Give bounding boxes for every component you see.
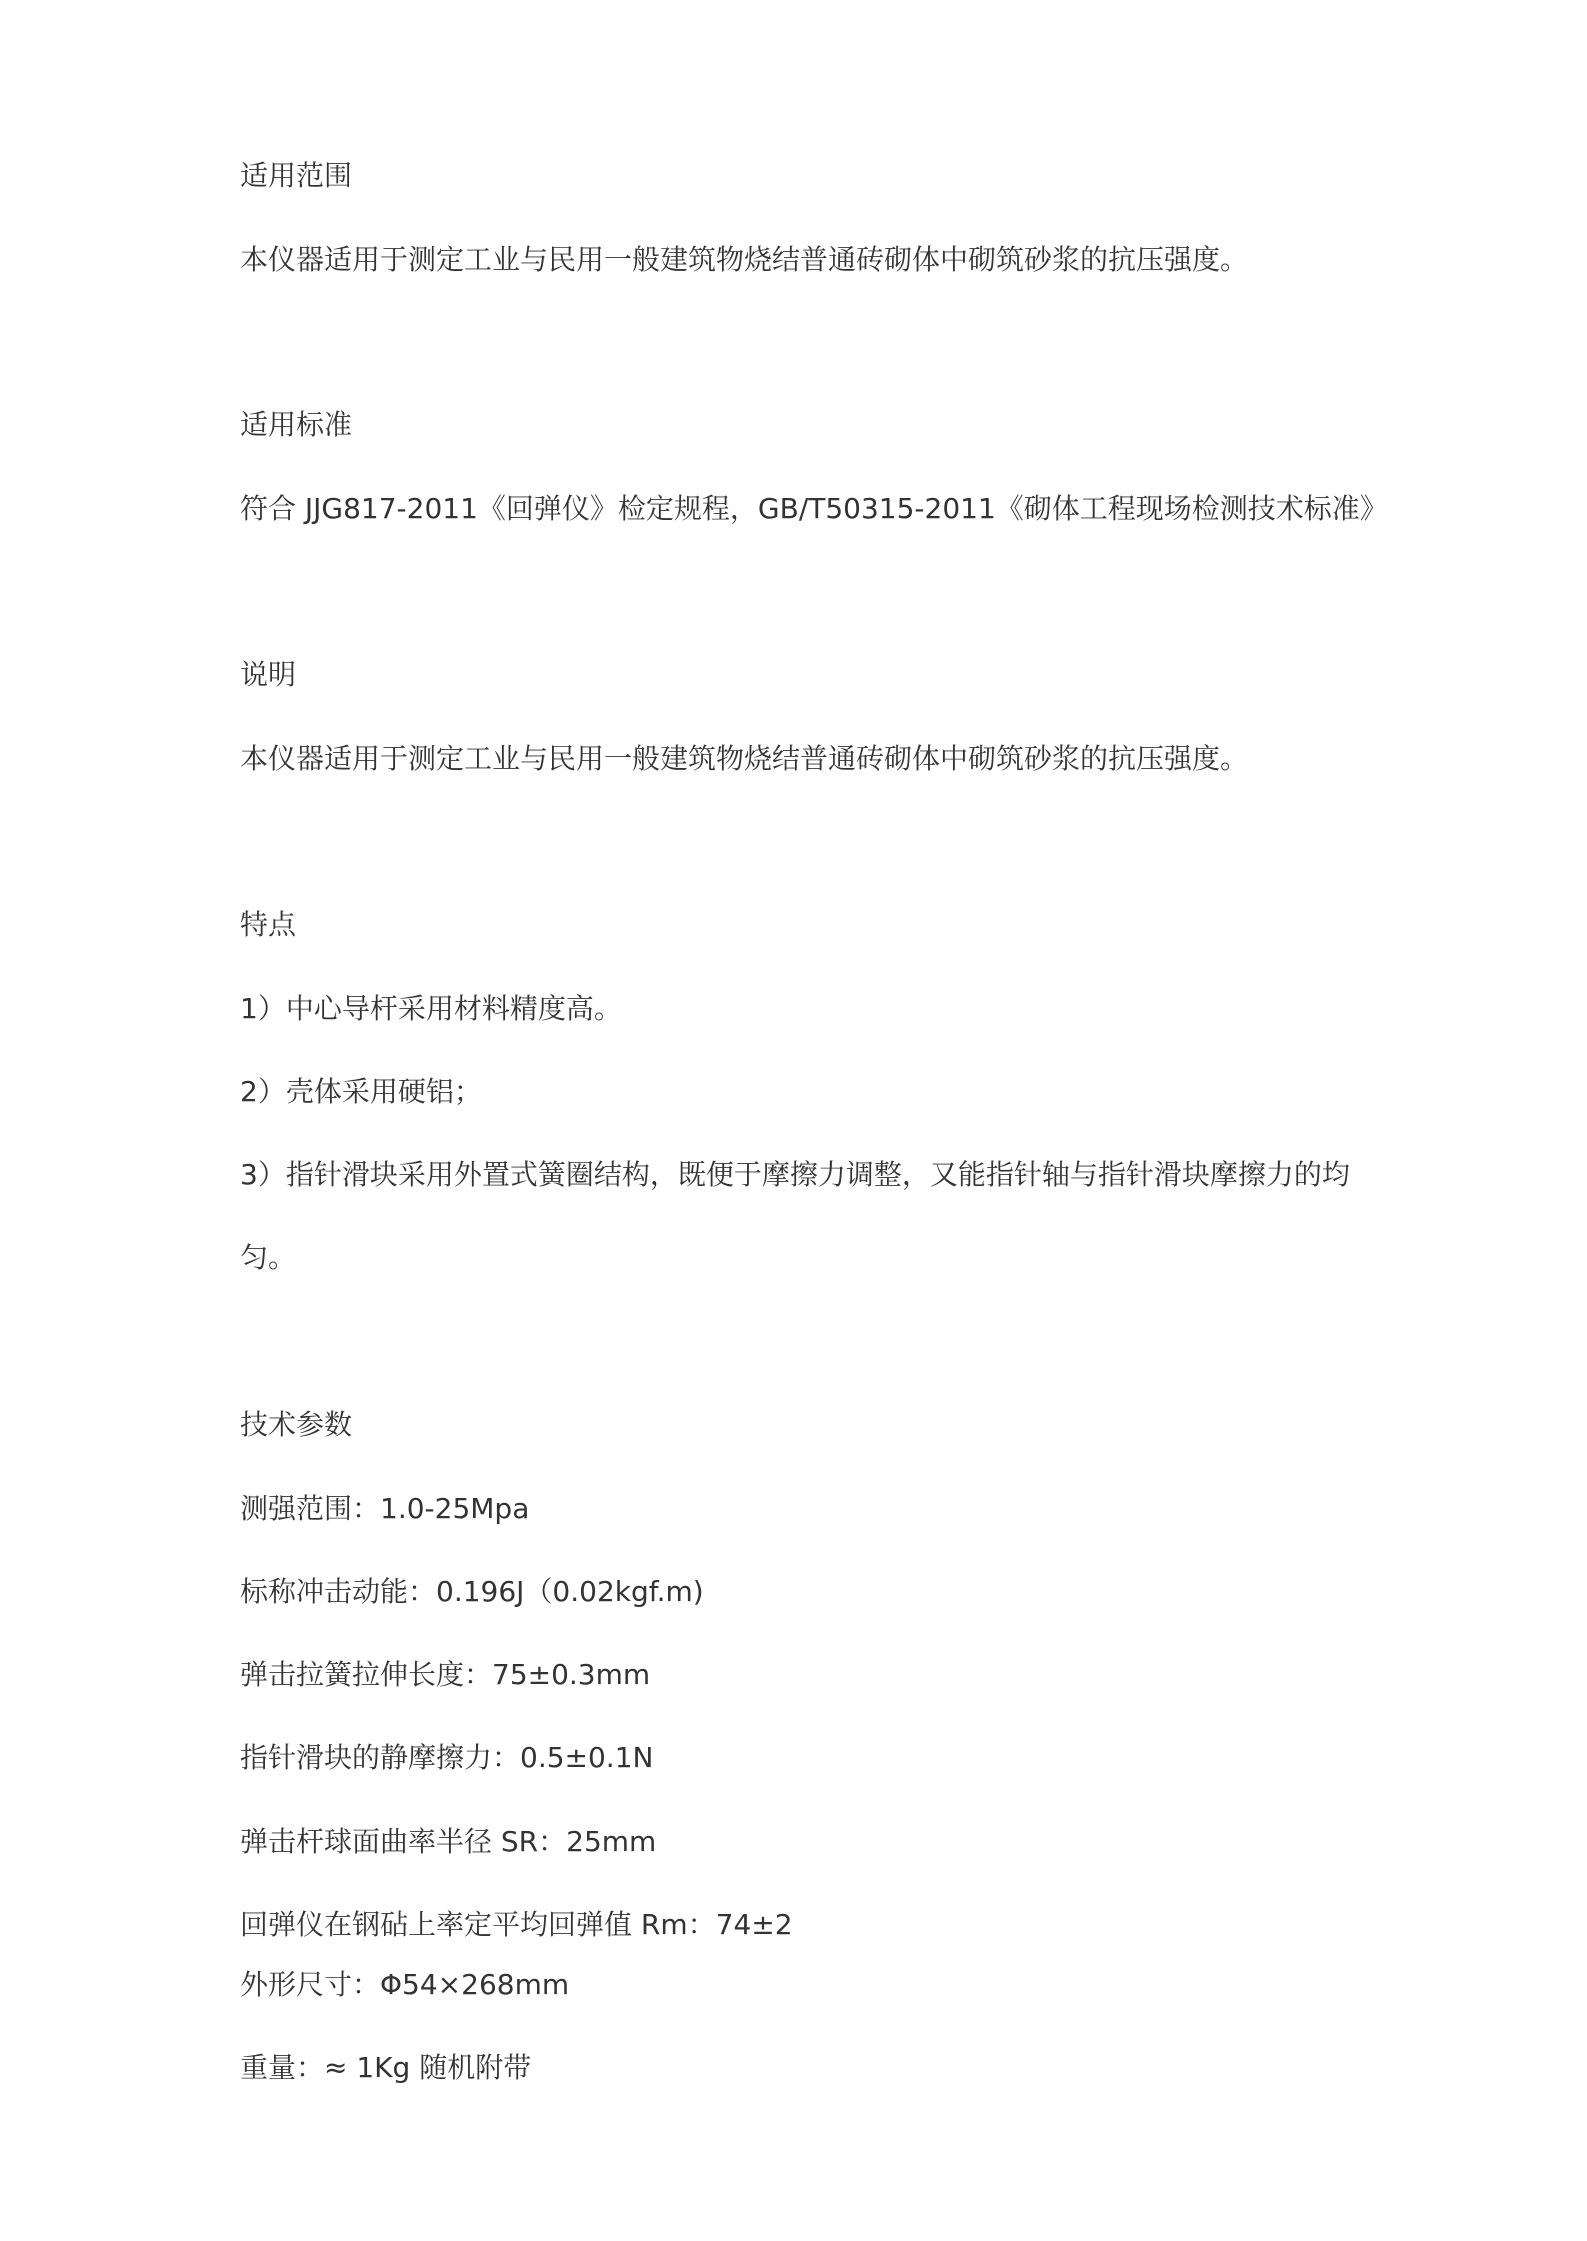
feature-item-2: 2）壳体采用硬铝； (240, 1075, 482, 1108)
spec-item-static-friction: 指针滑块的静摩擦力：0.5±0.1N (240, 1741, 654, 1774)
scope-heading: 适用范围 (240, 159, 353, 192)
standard-body: 符合 JJG817-2011《回弹仪》检定规程，GB/T50315-2011《砌体工程现场检测技术标准》 (240, 492, 1388, 525)
feature-item-3: 3）指针滑块采用外置式簧圈结构，既便于摩擦力调整，又能指针轴与指针滑块摩擦力的均 (240, 1158, 1350, 1191)
spec-item-spring-length: 弹击拉簧拉伸长度：75±0.3mm (240, 1658, 651, 1691)
feature-item-1: 1）中心导杆采用材料精度高。 (240, 992, 622, 1025)
description-heading: 说明 (240, 658, 297, 691)
spec-item-dimensions: 外形尺寸：Φ54×268mm (240, 1968, 570, 2001)
feature-item-3-continued: 匀。 (240, 1241, 297, 1274)
specs-heading: 技术参数 (240, 1408, 353, 1441)
spec-item-rebound-value: 回弹仪在钢砧上率定平均回弹值 Rm：74±2 (240, 1908, 793, 1941)
features-heading: 特点 (240, 908, 297, 941)
scope-body: 本仪器适用于测定工业与民用一般建筑物烧结普通砖砌体中砌筑砂浆的抗压强度。 (240, 243, 1249, 276)
spec-item-impact-energy: 标称冲击动能：0.196J（0.02kgf.m) (240, 1575, 704, 1608)
description-body: 本仪器适用于测定工业与民用一般建筑物烧结普通砖砌体中砌筑砂浆的抗压强度。 (240, 742, 1249, 775)
spec-item-range: 测强范围：1.0-25Mpa (240, 1492, 530, 1525)
spec-item-weight: 重量：≈ 1Kg 随机附带 (240, 2051, 532, 2084)
standard-heading: 适用标准 (240, 408, 353, 441)
spec-item-curvature-radius: 弹击杆球面曲率半径 SR：25mm (240, 1825, 657, 1858)
